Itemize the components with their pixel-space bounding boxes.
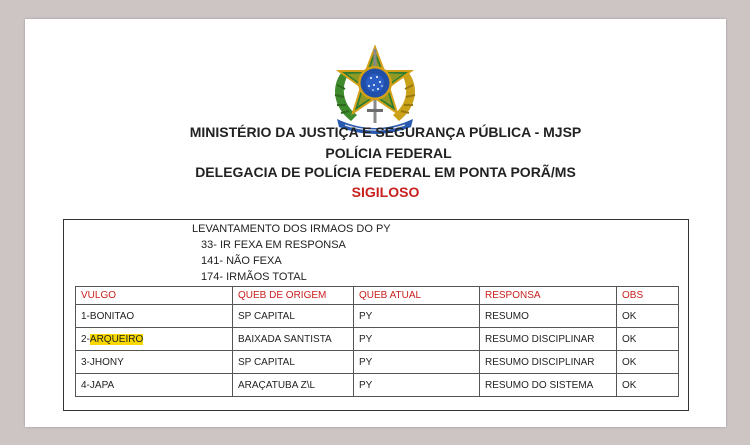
origin-cell: BAIXADA SANTISTA [233, 328, 354, 351]
survey-line: 174- IRMÃOS TOTAL [201, 271, 307, 283]
table-row [76, 351, 679, 374]
classification-label: SIGILOSO [351, 184, 420, 200]
responsa-cell: RESUMO DISCIPLINAR [480, 328, 617, 351]
obs-cell: OK [617, 328, 679, 351]
row-number: 4- [81, 379, 90, 391]
origin-cell: SP CAPITAL [233, 305, 354, 328]
vulgo-name: BONITAO [89, 310, 135, 322]
vulgo-name: JHONY [89, 356, 124, 368]
members-table [75, 286, 679, 397]
table-row [76, 305, 679, 328]
obs-cell: OK [617, 374, 679, 397]
survey-title: LEVANTAMENTO DOS IRMAOS DO PY [192, 223, 391, 235]
column-header: QUEB DE ORIGEM [233, 287, 354, 305]
ministry-heading: MINISTÉRIO DA JUSTIÇA E SEGURANÇA PÚBLICA - MJSP [189, 124, 582, 140]
column-header: OBS [617, 287, 679, 305]
responsa-cell: RESUMO DO SISTEMA [480, 374, 617, 397]
obs-cell: OK [617, 351, 679, 374]
vulgo-cell [76, 305, 233, 328]
table-row [76, 328, 679, 351]
current-cell: PY [354, 374, 480, 397]
vulgo-name: JAPA [89, 379, 115, 391]
column-header: VULGO [76, 287, 233, 305]
document-page [25, 19, 726, 427]
row-number: 1- [81, 310, 90, 322]
vulgo-cell [76, 374, 233, 397]
column-header: QUEB ATUAL [354, 287, 480, 305]
responsa-cell: RESUMO DISCIPLINAR [480, 351, 617, 374]
column-header: RESPONSA [480, 287, 617, 305]
table-row [76, 374, 679, 397]
vulgo-cell [76, 351, 233, 374]
current-cell: PY [354, 351, 480, 374]
survey-line: 141- NÃO FEXA [201, 255, 282, 267]
highlighted-vulgo-name: ARQUEIRO [89, 333, 144, 345]
responsa-cell: RESUMO [480, 305, 617, 328]
survey-line: 33- IR FEXA EM RESPONSA [201, 239, 346, 251]
current-cell: PY [354, 328, 480, 351]
table-header-row [76, 287, 679, 305]
obs-cell: OK [617, 305, 679, 328]
origin-cell: ARAÇATUBA Z\L [233, 374, 354, 397]
row-number: 2- [81, 333, 90, 345]
origin-cell: SP CAPITAL [233, 351, 354, 374]
office-heading: DELEGACIA DE POLÍCIA FEDERAL EM PONTA PORÃ/MS [195, 164, 576, 180]
agency-heading: POLÍCIA FEDERAL [325, 145, 452, 161]
row-number: 3- [81, 356, 90, 368]
vulgo-cell [76, 328, 233, 351]
current-cell: PY [354, 305, 480, 328]
